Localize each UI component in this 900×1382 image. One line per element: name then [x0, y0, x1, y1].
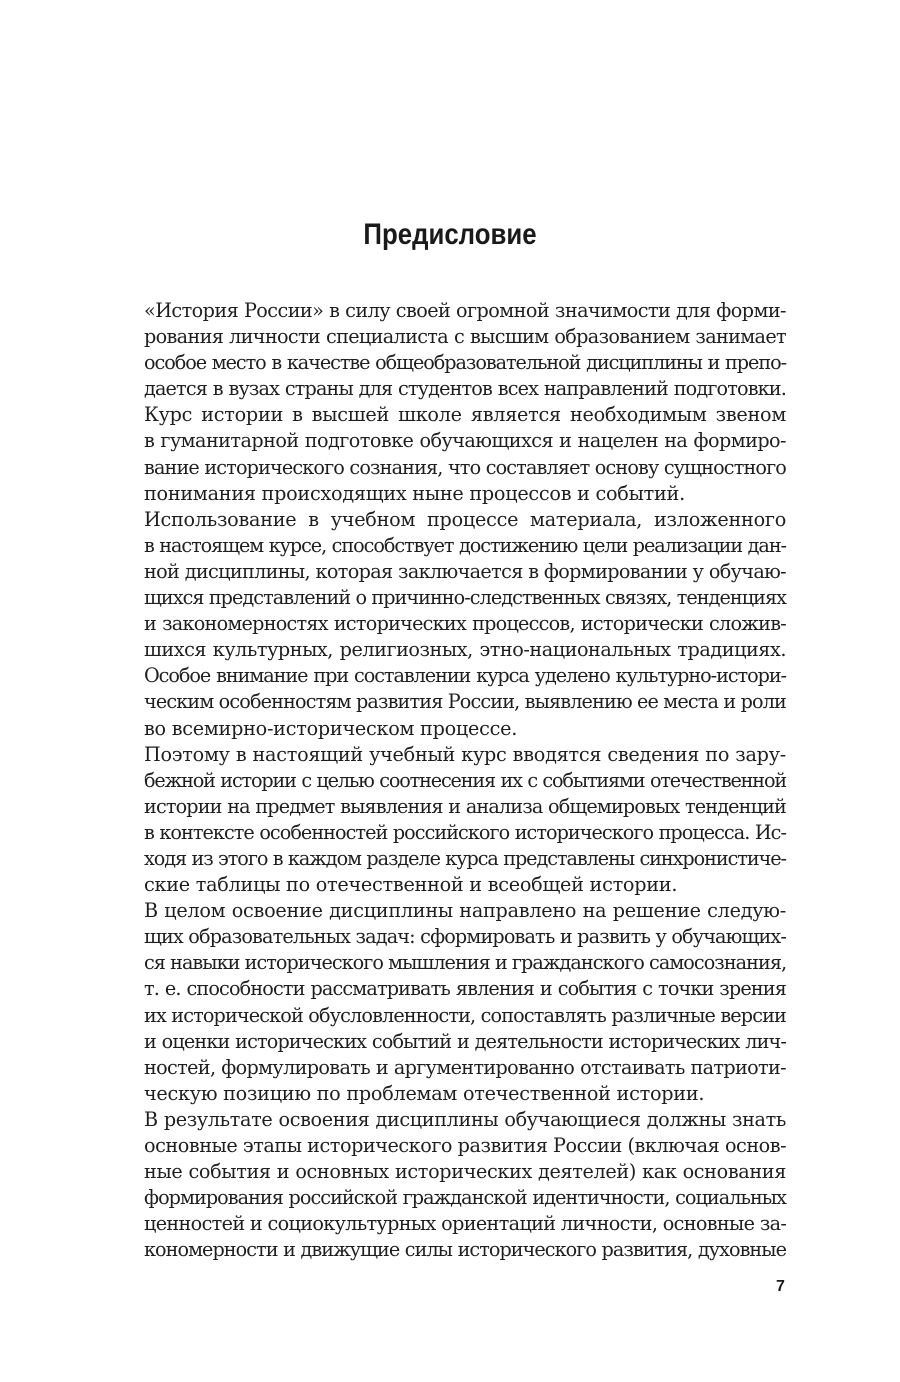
text-line: бежной истории с целью соотнесения их с событиями отечественной [144, 768, 786, 792]
text-line: щихся представлений о причинно-следственных связях, тенденциях [144, 586, 786, 610]
text-line: и закономерностях исторических процессов, исторически сложив- [144, 612, 786, 636]
text-line: щих образовательных задач: сформировать и развить у обучающих- [144, 925, 786, 949]
text-line: ся навыки исторического мышления и гражданского самосознания, [144, 951, 787, 975]
text-line: дается в вузах страны для студентов всех направлений подготовки. [144, 377, 786, 401]
text-line: их исторической обусловленности, сопоставлять различные версии [144, 1003, 786, 1027]
text-line: во всемирно-историческом процессе. [144, 716, 518, 740]
text-line: истории на предмет выявления и анализа общемировых тенденций [144, 794, 786, 818]
text-line: кономерности и движущие силы исторического развития, духовные [144, 1238, 786, 1262]
paragraph [114, 898, 786, 1107]
text-line: особое место в качестве общеобразовательной дисциплины и препо- [144, 351, 786, 375]
text-line: Использование в учебном процессе материала, изложенного [144, 507, 786, 531]
text-line: ские таблицы по отечественной и всеобщей истории. [144, 873, 678, 897]
text-line: В результате освоения дисциплины обучающиеся должны знать [144, 1107, 786, 1131]
text-line: ческим особенностям развития России, выявлению ее места и роли [144, 690, 786, 714]
text-line: Особое внимание при составлении курса уделено культурно-истори- [144, 664, 786, 688]
text-line: «История России» в силу своей огромной значимости для форми- [144, 299, 786, 322]
text-line: в гуманитарной подготовке обучающихся и нацелен на формиро- [144, 429, 786, 453]
text-line: шихся культурных, религиозных, этно-национальных традициях. [144, 638, 786, 662]
paragraph [114, 402, 786, 506]
text-line: и оценки исторических событий и деятельности исторических лич- [144, 1029, 786, 1053]
paragraph [114, 742, 786, 899]
text-line: т. е. способности рассматривать явления и события с точки зрения [144, 977, 786, 1001]
text-line: ностей, формулировать и аргументированно отстаивать патриоти- [144, 1055, 786, 1079]
text-line: ходя из этого в каждом разделе курса представлены синхронистиче- [144, 846, 786, 870]
text-line: в настоящем курсе, способствует достижению цели реализации дан- [144, 533, 786, 557]
text-line: в контексте особенностей российского исторического процесса. Ис- [144, 820, 786, 844]
text-line: В целом освоение дисциплины направлено на решение следую- [144, 899, 786, 923]
body-text [114, 298, 786, 1263]
text-line: ной дисциплины, которая заключается в формировании у обучаю- [144, 559, 786, 583]
paragraph [114, 298, 786, 402]
text-line: ценностей и социокультурных ориентаций личности, основные за- [144, 1212, 787, 1236]
text-line: ные события и основных исторических деятелей) как основания [144, 1160, 786, 1184]
text-line: Курс истории в высшей школе является необходимым звеном [144, 403, 786, 427]
text-line: Поэтому в настоящий учебный курс вводятся сведения по зару- [144, 742, 786, 766]
paragraph [114, 507, 786, 742]
text-line: понимания происходящих ныне процессов и событий. [144, 481, 685, 505]
text-line: вание исторического сознания, что составляет основу сущностного [144, 455, 786, 479]
text-line: рования личности специалиста с высшим образованием занимает [144, 325, 786, 349]
text-line: основные этапы исторического развития России (включая основ- [144, 1134, 787, 1157]
paragraph [114, 1107, 786, 1264]
chapter-title: Предисловие [363, 218, 537, 251]
page-number: 7 [776, 1278, 785, 1295]
text-line: формирования российской гражданской идентичности, социальных [144, 1186, 786, 1210]
text-line: ческую позицию по проблемам отечественной истории. [144, 1081, 705, 1105]
